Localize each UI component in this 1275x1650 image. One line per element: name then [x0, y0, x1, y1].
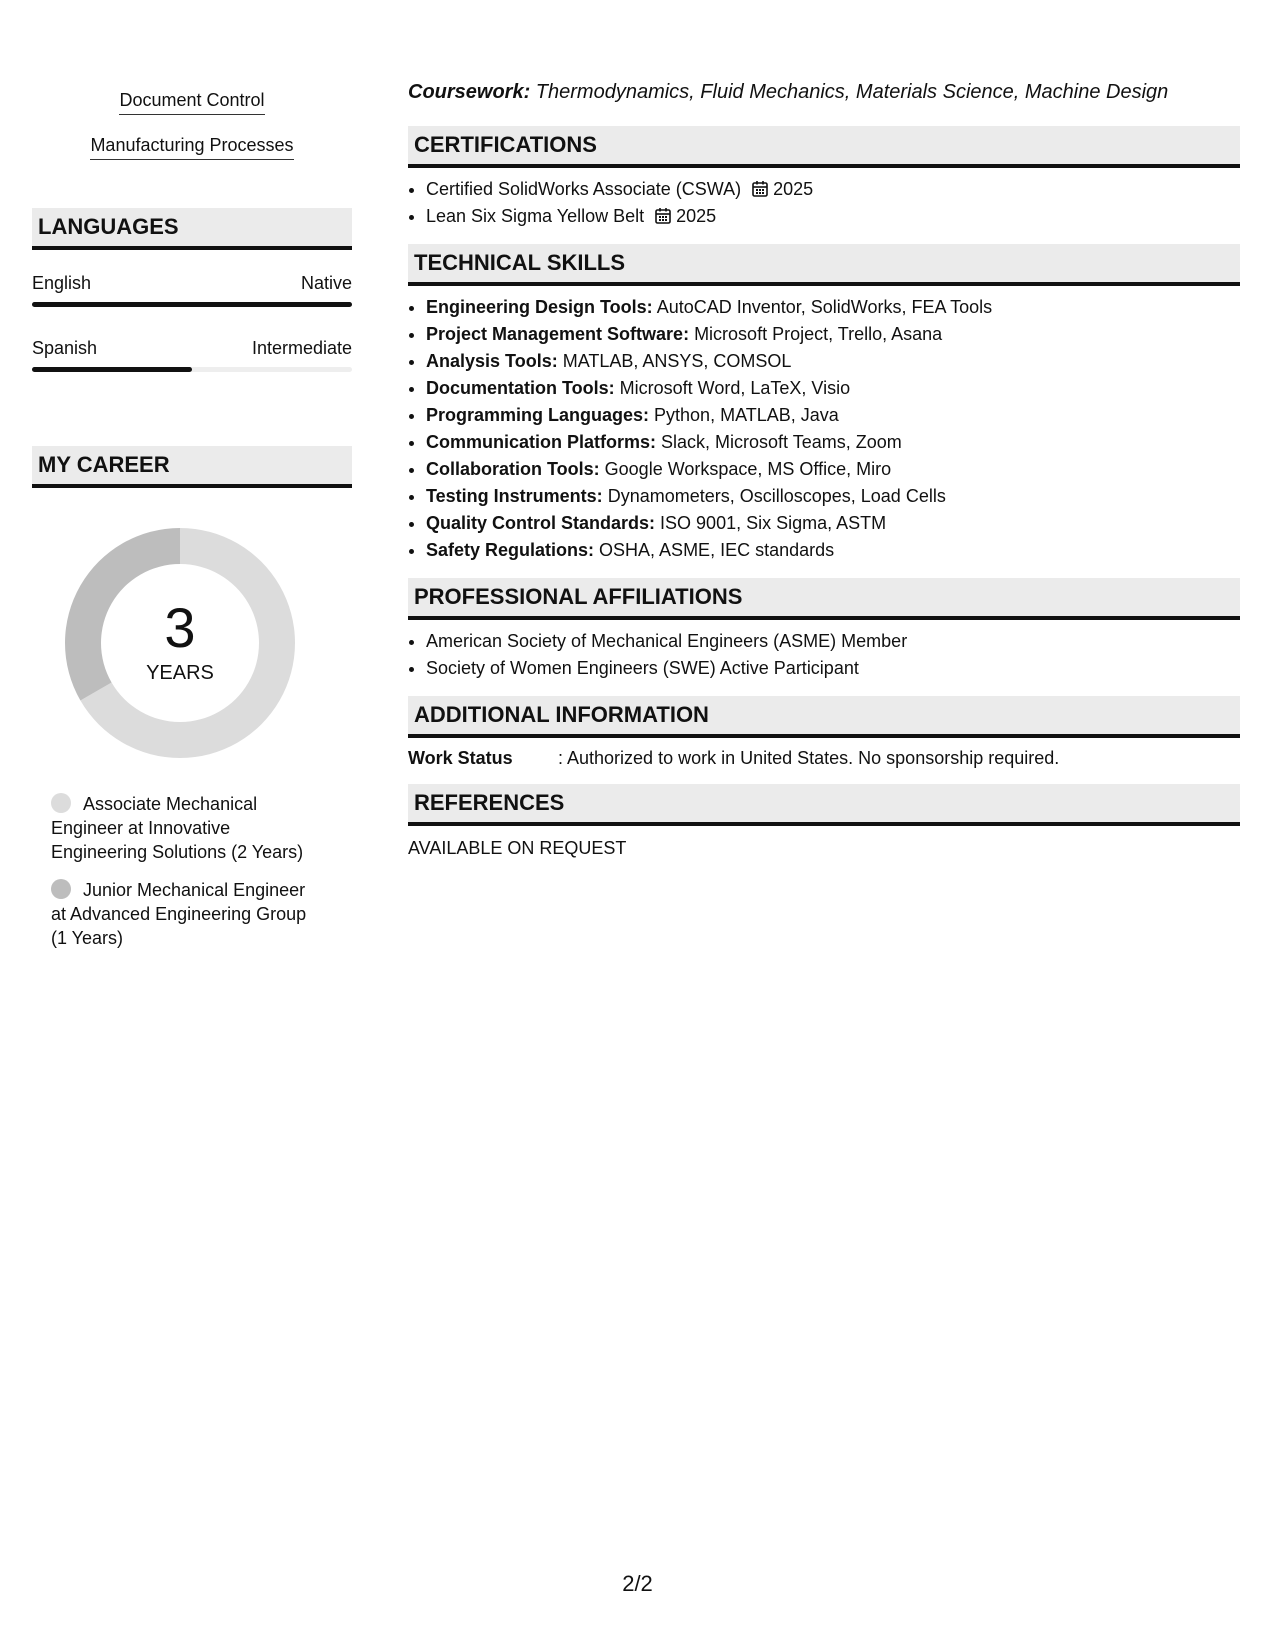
- certification-item: [426, 176, 1240, 203]
- references-text: AVAILABLE ON REQUEST: [408, 838, 627, 858]
- skill-label: Project Management Software:: [426, 324, 690, 344]
- skill-item: [426, 483, 1240, 510]
- skill-value: Dynamometers, Oscilloscopes, Load Cells: [602, 486, 946, 506]
- certification-year: 2025: [773, 179, 814, 199]
- skill-value: AutoCAD Inventor, SolidWorks, FEA Tools: [652, 297, 993, 317]
- career-legend-item: [51, 792, 321, 864]
- technical-skills-list: [408, 294, 1240, 564]
- skill-label: Collaboration Tools:: [426, 459, 600, 479]
- skill-item: [426, 348, 1240, 375]
- certification-item: [426, 203, 1240, 230]
- language-item: [32, 272, 352, 307]
- right-column: [408, 78, 1240, 874]
- affiliations-heading: PROFESSIONAL AFFILIATIONS: [408, 578, 1240, 620]
- work-status-row: [408, 746, 1240, 770]
- work-status-value: : Authorized to work in United States. No sponsorship required.: [558, 748, 1060, 768]
- certification-name: Lean Six Sigma Yellow Belt: [426, 206, 645, 226]
- references-section: [408, 784, 1240, 860]
- career-donut-chart: [65, 528, 295, 758]
- skill-value: Microsoft Word, LaTeX, Visio: [614, 378, 851, 398]
- career-role: Associate Mechanical Engineer at Innovative Engineering Solutions (2 Years): [51, 794, 304, 862]
- language-item: [32, 337, 352, 372]
- skill-label: Engineering Design Tools:: [426, 297, 653, 317]
- skill-label: Programming Languages:: [426, 405, 650, 425]
- skill-item: [426, 510, 1240, 537]
- career-heading: MY CAREER: [32, 446, 352, 488]
- affiliation-item: • American Society of Mechanical Engineers (ASME) Member: [426, 628, 1240, 655]
- work-status-label: Work Status: [408, 748, 513, 768]
- skill-label: Communication Platforms:: [426, 432, 657, 452]
- skill-item: [426, 375, 1240, 402]
- calendar-icon: [654, 207, 672, 225]
- skill-label: Quality Control Standards:: [426, 513, 656, 533]
- coursework: [408, 78, 1240, 106]
- left-column: [32, 80, 352, 964]
- skill-tag: Manufacturing Processes: [90, 133, 293, 160]
- skill-label: Analysis Tools:: [426, 351, 558, 371]
- career-legend: [51, 792, 321, 950]
- skill-value: Google Workspace, MS Office, Miro: [599, 459, 892, 479]
- certifications-heading: CERTIFICATIONS: [408, 126, 1240, 168]
- affiliations-section: [408, 578, 1240, 682]
- skill-item: [426, 456, 1240, 483]
- skill-value: Slack, Microsoft Teams, Zoom: [656, 432, 902, 452]
- page-number: 2/2: [622, 1571, 653, 1596]
- certifications-section: [408, 126, 1240, 230]
- skill-item: [426, 294, 1240, 321]
- skill-item: [426, 402, 1240, 429]
- skill-item: [426, 321, 1240, 348]
- language-level: Native: [300, 273, 352, 293]
- language-proficiency-fill: [32, 367, 192, 372]
- affiliations-list: [408, 628, 1240, 682]
- references-heading: REFERENCES: [408, 784, 1240, 826]
- skill-value: OSHA, ASME, IEC standards: [594, 540, 835, 560]
- skill-value: ISO 9001, Six Sigma, ASTM: [655, 513, 887, 533]
- career-role: Junior Mechanical Engineer at Advanced Engineering Group (1 Years): [51, 880, 307, 948]
- language-name: Spanish: [32, 338, 98, 358]
- skill-item: [426, 537, 1240, 564]
- coursework-text: Thermodynamics, Fluid Mechanics, Materials Science, Machine Design: [530, 81, 1169, 103]
- coursework-label: Coursework:: [408, 81, 531, 103]
- skill-label: Testing Instruments:: [426, 486, 603, 506]
- certification-year: 2025: [676, 206, 717, 226]
- skill-tags: [32, 80, 352, 170]
- skill-label: Safety Regulations:: [426, 540, 595, 560]
- skill-item: [426, 429, 1240, 456]
- language-level: Intermediate: [251, 338, 352, 358]
- calendar-icon: [751, 180, 769, 198]
- career-legend-item: [51, 878, 321, 950]
- technical-skills-heading: TECHNICAL SKILLS: [408, 244, 1240, 286]
- language-name: English: [32, 273, 92, 293]
- skill-value: MATLAB, ANSYS, COMSOL: [557, 351, 792, 371]
- additional-info-section: [408, 696, 1240, 770]
- career-total-number: 3: [164, 596, 196, 659]
- skill-value: Microsoft Project, Trello, Asana: [689, 324, 943, 344]
- additional-info-heading: ADDITIONAL INFORMATION: [408, 696, 1240, 738]
- skill-value: Python, MATLAB, Java: [649, 405, 839, 425]
- legend-dot-icon: [51, 879, 71, 899]
- skill-tag: Document Control: [119, 88, 264, 115]
- certification-name: Certified SolidWorks Associate (CSWA): [426, 179, 742, 199]
- skill-label: Documentation Tools:: [426, 378, 615, 398]
- languages-heading: LANGUAGES: [32, 208, 352, 250]
- technical-skills-section: [408, 244, 1240, 564]
- legend-dot-icon: [51, 793, 71, 813]
- career-total-unit: YEARS: [146, 662, 214, 684]
- language-proficiency-bar: [32, 302, 352, 307]
- certifications-list: [408, 176, 1240, 230]
- career-total: [65, 528, 295, 758]
- affiliation-item: • Society of Women Engineers (SWE) Active Participant: [426, 655, 1240, 682]
- languages-list: [32, 272, 352, 372]
- language-proficiency-fill: [32, 302, 352, 307]
- language-proficiency-bar: [32, 367, 352, 372]
